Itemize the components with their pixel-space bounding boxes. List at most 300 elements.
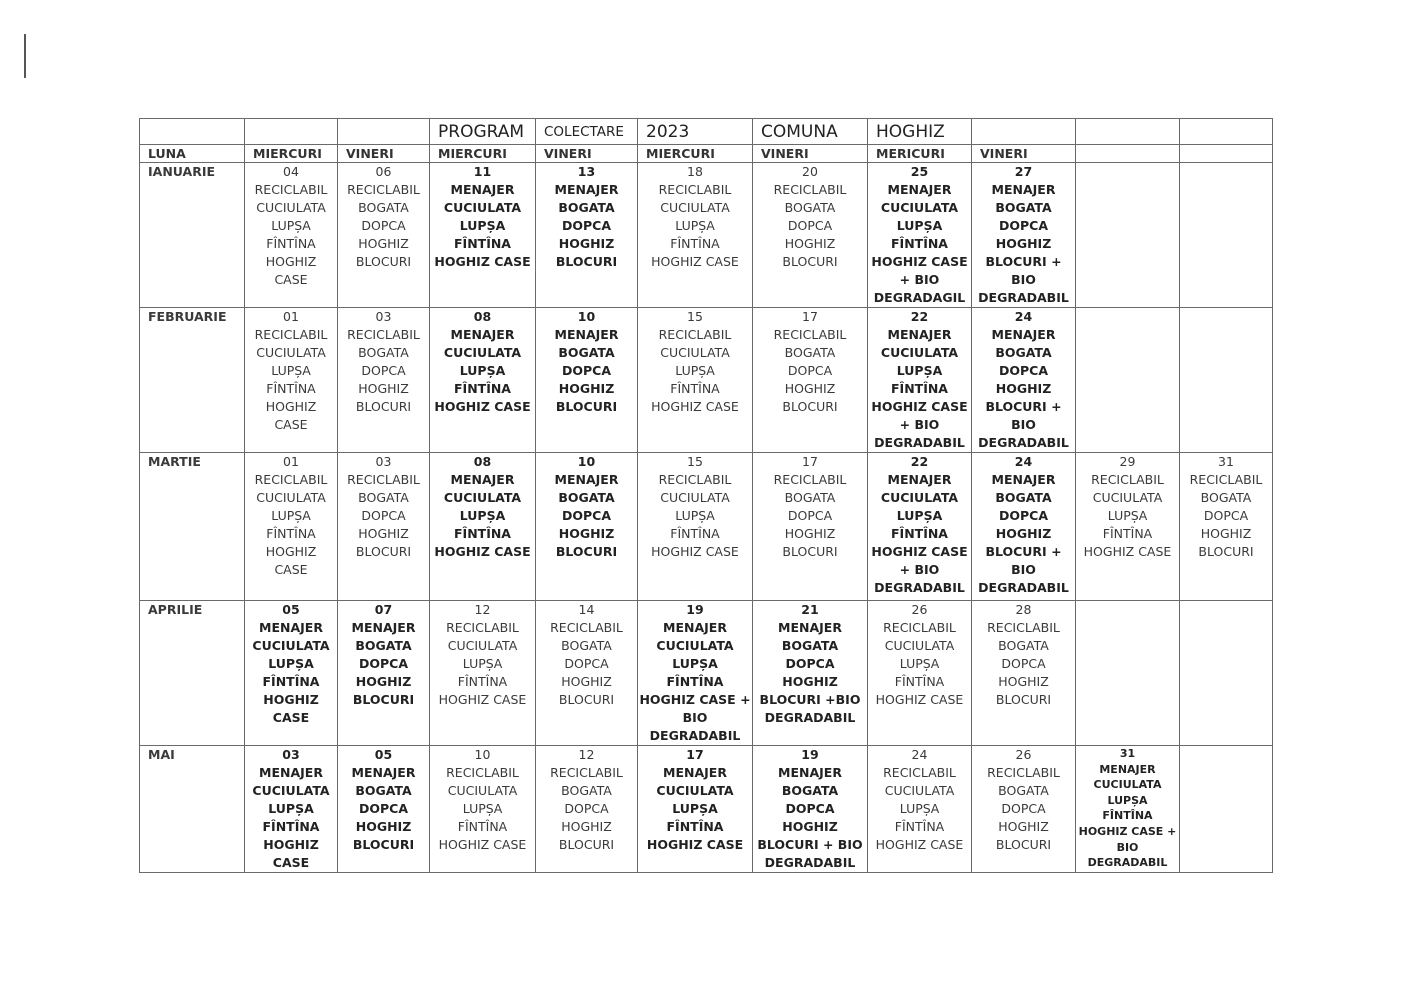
cell-date: 05 bbox=[282, 602, 300, 617]
cell-line: BOGATA bbox=[561, 638, 612, 653]
cell-line: CASE bbox=[272, 710, 310, 725]
cell-content bbox=[1076, 746, 1179, 871]
cell-line: RECICLABIL bbox=[773, 327, 847, 342]
cell-line: RECICLABIL bbox=[347, 182, 420, 197]
cell-date: 24 bbox=[1014, 454, 1033, 469]
cell-line: CASE bbox=[272, 855, 310, 870]
cell-line: BLOCURI bbox=[782, 544, 838, 559]
cell-line: HOGHIZ bbox=[355, 674, 412, 689]
header-day: VINERI bbox=[753, 145, 868, 163]
cell-date: 04 bbox=[283, 164, 299, 179]
cell-line: CUCIULATA bbox=[880, 490, 959, 505]
cell-line: BLOCURI bbox=[555, 544, 618, 559]
cell-line: LUPȘA bbox=[271, 363, 311, 378]
month-row bbox=[140, 601, 1273, 746]
cell-line: FÎNTÎNA bbox=[891, 236, 948, 251]
cell-line: HOGHIZ CASE bbox=[646, 837, 744, 852]
collection-cell bbox=[245, 601, 338, 746]
collection-cell bbox=[245, 453, 338, 601]
cell-line: CUCIULATA bbox=[660, 490, 730, 505]
collection-cell bbox=[868, 163, 972, 308]
empty-cell bbox=[1180, 601, 1273, 746]
cell-date: 07 bbox=[374, 602, 393, 617]
cell-content bbox=[753, 308, 867, 416]
cell-line: CUCIULATA bbox=[256, 200, 326, 215]
cell-line: LUPȘA bbox=[271, 218, 311, 233]
cell-line: DEGRADABIL bbox=[978, 580, 1069, 595]
cell-line: RECICLABIL bbox=[347, 327, 420, 342]
cell-line: BLOCURI + bbox=[985, 254, 1062, 269]
collection-cell bbox=[753, 453, 868, 601]
cell-line: RECICLABIL bbox=[550, 620, 623, 635]
cell-content bbox=[1180, 453, 1272, 561]
cell-line: CUCIULATA bbox=[656, 638, 734, 653]
title-cell-empty bbox=[338, 119, 430, 145]
cell-line: DEGRADABIL bbox=[978, 290, 1069, 305]
cell-line: HOGHIZ bbox=[358, 526, 409, 541]
cell-date: 15 bbox=[687, 454, 703, 469]
cell-line: HOGHIZ bbox=[998, 674, 1049, 689]
cell-line: DEGRADABIL bbox=[649, 728, 741, 743]
cell-content bbox=[430, 163, 535, 271]
cell-line: BOGATA bbox=[995, 345, 1052, 360]
cell-line: HOGHIZ bbox=[561, 819, 612, 834]
cell-line: BOGATA bbox=[781, 638, 839, 653]
collection-cell bbox=[868, 746, 972, 873]
cell-line: FÎNTÎNA bbox=[454, 526, 511, 541]
collection-cell bbox=[1076, 453, 1180, 601]
cell-content bbox=[536, 746, 637, 854]
cell-date: 01 bbox=[283, 309, 299, 324]
cell-line: RECICLABIL bbox=[773, 472, 847, 487]
cell-line: DOPCA bbox=[358, 801, 408, 816]
cell-line: FÎNTÎNA bbox=[457, 674, 508, 689]
cell-line: BIO bbox=[1011, 417, 1036, 432]
cell-line: BOGATA bbox=[995, 200, 1052, 215]
cell-line: LUPȘA bbox=[459, 363, 506, 378]
cell-date: 21 bbox=[801, 602, 819, 617]
cell-content bbox=[868, 453, 971, 597]
cell-line: RECICLABIL bbox=[883, 765, 956, 780]
cell-line: BOGATA bbox=[558, 490, 615, 505]
cell-line: LUPȘA bbox=[672, 656, 718, 671]
cell-line: HOGHIZ CASE bbox=[875, 692, 964, 707]
collection-cell bbox=[536, 453, 638, 601]
cell-line: BLOCURI +BIO bbox=[759, 692, 861, 707]
margin-mark bbox=[24, 34, 26, 78]
cell-line: DOPCA bbox=[358, 656, 408, 671]
cell-line: MENAJER bbox=[450, 327, 515, 342]
cell-content bbox=[753, 746, 867, 872]
cell-date: 22 bbox=[910, 309, 929, 324]
cell-line: LUPȘA bbox=[896, 218, 943, 233]
cell-line: CUCIULATA bbox=[447, 638, 518, 653]
cell-line: FÎNTÎNA bbox=[266, 526, 316, 541]
cell-line: HOGHIZ CASE bbox=[651, 399, 739, 414]
header-empty bbox=[1076, 145, 1180, 163]
cell-line: LUPȘA bbox=[459, 508, 506, 523]
cell-line: LUPȘA bbox=[462, 656, 503, 671]
month-row bbox=[140, 453, 1273, 601]
cell-line: FÎNTÎNA bbox=[266, 381, 316, 396]
cell-content bbox=[638, 163, 752, 271]
cell-line: RECICLABIL bbox=[658, 327, 732, 342]
collection-cell bbox=[638, 746, 753, 873]
cell-date: 12 bbox=[474, 602, 491, 617]
title-comuna: COMUNA bbox=[753, 119, 868, 145]
cell-line: CASE bbox=[274, 417, 308, 432]
cell-line: CUCIULATA bbox=[252, 783, 330, 798]
cell-line: MENAJER bbox=[887, 182, 952, 197]
cell-content bbox=[338, 746, 429, 854]
cell-line: CUCIULATA bbox=[443, 200, 522, 215]
cell-line: FÎNTÎNA bbox=[670, 526, 720, 541]
cell-line: RECICLABIL bbox=[347, 472, 420, 487]
cell-line: BIO bbox=[682, 710, 708, 725]
cell-line: CUCIULATA bbox=[443, 490, 522, 505]
cell-line: MENAJER bbox=[259, 765, 323, 780]
cell-line: FÎNTÎNA bbox=[891, 381, 948, 396]
cell-content bbox=[868, 746, 971, 854]
cell-content bbox=[245, 163, 337, 289]
cell-line: BOGATA bbox=[358, 200, 409, 215]
cell-line: RECICLABIL bbox=[658, 182, 732, 197]
cell-content bbox=[430, 746, 535, 854]
cell-date: 17 bbox=[802, 309, 818, 324]
cell-line: CUCIULATA bbox=[880, 200, 959, 215]
cell-date: 18 bbox=[687, 164, 703, 179]
cell-line: MENAJER bbox=[991, 182, 1056, 197]
cell-date: 24 bbox=[911, 747, 928, 762]
cell-content bbox=[245, 601, 337, 727]
collection-cell bbox=[536, 163, 638, 308]
cell-line: BLOCURI bbox=[555, 399, 618, 414]
cell-line: MENAJER bbox=[991, 327, 1056, 342]
cell-date: 05 bbox=[374, 747, 393, 762]
cell-line: DOPCA bbox=[561, 508, 611, 523]
cell-line: DOPCA bbox=[564, 801, 609, 816]
cell-content bbox=[245, 308, 337, 434]
cell-date: 17 bbox=[802, 454, 818, 469]
cell-line: HOGHIZ CASE bbox=[434, 399, 531, 414]
cell-content bbox=[638, 746, 752, 854]
cell-line: LUPȘA bbox=[675, 218, 715, 233]
cell-line: BLOCURI bbox=[355, 399, 412, 414]
cell-date: 01 bbox=[283, 454, 299, 469]
empty-cell bbox=[1076, 601, 1180, 746]
cell-line: CUCIULATA bbox=[256, 490, 326, 505]
month-row bbox=[140, 746, 1273, 873]
cell-line: MENAJER bbox=[778, 765, 842, 780]
cell-line: CUCIULATA bbox=[656, 783, 734, 798]
cell-date: 03 bbox=[282, 747, 300, 762]
empty-cell bbox=[1180, 163, 1273, 308]
cell-content bbox=[338, 163, 429, 271]
cell-line: MENAJER bbox=[351, 765, 416, 780]
title-colectare: COLECTARE bbox=[536, 119, 638, 145]
cell-line: CUCIULATA bbox=[1093, 778, 1162, 792]
month-row bbox=[140, 308, 1273, 453]
cell-line: DOPCA bbox=[785, 656, 835, 671]
cell-content bbox=[536, 163, 637, 271]
cell-content bbox=[868, 163, 971, 307]
collection-cell bbox=[753, 163, 868, 308]
collection-cell bbox=[972, 746, 1076, 873]
cell-line: CUCIULATA bbox=[256, 345, 326, 360]
title-row bbox=[140, 119, 1273, 145]
cell-line: FÎNTÎNA bbox=[894, 674, 945, 689]
collection-cell bbox=[868, 601, 972, 746]
cell-line: DOPCA bbox=[998, 218, 1048, 233]
cell-line: HOGHIZ bbox=[265, 254, 317, 269]
cell-date: 20 bbox=[802, 164, 818, 179]
header-day: MIERCURI bbox=[638, 145, 753, 163]
cell-line: BLOCURI bbox=[558, 692, 615, 707]
cell-line: + BIO bbox=[899, 272, 940, 287]
cell-line: HOGHIZ bbox=[998, 819, 1049, 834]
cell-line: BLOCURI bbox=[1198, 544, 1254, 559]
cell-date: 25 bbox=[910, 164, 929, 179]
cell-line: HOGHIZ bbox=[561, 674, 612, 689]
cell-line: RECICLABIL bbox=[1189, 472, 1263, 487]
cell-line: BLOCURI bbox=[355, 254, 412, 269]
collection-cell bbox=[868, 308, 972, 453]
empty-cell bbox=[1076, 308, 1180, 453]
collection-cell bbox=[245, 308, 338, 453]
cell-line: FÎNTÎNA bbox=[670, 381, 720, 396]
cell-line: LUPȘA bbox=[459, 218, 506, 233]
cell-content bbox=[536, 308, 637, 416]
cell-line: DEGRADABIL bbox=[874, 435, 965, 450]
cell-line: MENAJER bbox=[450, 182, 515, 197]
cell-line: RECICLABIL bbox=[1091, 472, 1164, 487]
month-name: IANUARIE bbox=[140, 163, 245, 308]
cell-line: HOGHIZ CASE + bbox=[1078, 824, 1177, 838]
cell-line: HOGHIZ bbox=[265, 544, 317, 559]
header-row bbox=[140, 145, 1273, 163]
cell-line: BLOCURI bbox=[558, 837, 615, 852]
cell-line: HOGHIZ bbox=[265, 399, 317, 414]
cell-line: FÎNTÎNA bbox=[670, 236, 720, 251]
cell-line: CASE bbox=[274, 272, 308, 287]
collection-cell bbox=[536, 746, 638, 873]
cell-line: BOGATA bbox=[998, 783, 1049, 798]
cell-line: DOPCA bbox=[361, 218, 406, 233]
cell-line: RECICLABIL bbox=[550, 765, 623, 780]
title-cell-empty bbox=[972, 119, 1076, 145]
collection-cell bbox=[430, 746, 536, 873]
cell-date: 27 bbox=[1014, 164, 1033, 179]
cell-line: CUCIULATA bbox=[660, 200, 730, 215]
cell-line: RECICLABIL bbox=[987, 620, 1060, 635]
collection-cell bbox=[338, 163, 430, 308]
cell-line: + BIO bbox=[899, 562, 940, 577]
cell-line: BOGATA bbox=[561, 783, 612, 798]
title-program: PROGRAM bbox=[430, 119, 536, 145]
collection-cell bbox=[338, 746, 430, 873]
cell-date: 31 bbox=[1218, 454, 1234, 469]
cell-date: 14 bbox=[578, 602, 595, 617]
cell-line: HOGHIZ CASE bbox=[434, 254, 531, 269]
cell-content bbox=[972, 601, 1075, 709]
cell-line: BLOCURI bbox=[352, 692, 415, 707]
cell-line: HOGHIZ bbox=[263, 692, 319, 707]
cell-line: DOPCA bbox=[1001, 801, 1046, 816]
cell-line: HOGHIZ bbox=[358, 381, 409, 396]
cell-content bbox=[753, 453, 867, 561]
collection-cell bbox=[245, 163, 338, 308]
collection-cell bbox=[1180, 453, 1273, 601]
collection-cell bbox=[753, 601, 868, 746]
title-cell-empty bbox=[1180, 119, 1273, 145]
cell-line: BOGATA bbox=[358, 490, 409, 505]
collection-cell bbox=[638, 601, 753, 746]
title-hoghiz: HOGHIZ bbox=[868, 119, 972, 145]
cell-date: 10 bbox=[577, 454, 596, 469]
month-name: APRILIE bbox=[140, 601, 245, 746]
cell-line: DOPCA bbox=[361, 508, 406, 523]
cell-line: BOGATA bbox=[355, 638, 412, 653]
cell-line: BOGATA bbox=[558, 200, 615, 215]
cell-date: 22 bbox=[910, 454, 929, 469]
cell-content bbox=[753, 163, 867, 271]
cell-date: 10 bbox=[474, 747, 491, 762]
cell-content bbox=[638, 308, 752, 416]
collection-cell bbox=[972, 308, 1076, 453]
cell-line: FÎNTÎNA bbox=[666, 819, 724, 834]
cell-line: HOGHIZ bbox=[995, 236, 1052, 251]
cell-line: DEGRADABIL bbox=[764, 710, 856, 725]
title-cell-empty bbox=[1076, 119, 1180, 145]
cell-line: CUCIULATA bbox=[884, 783, 955, 798]
cell-date: 28 bbox=[1015, 602, 1032, 617]
cell-content bbox=[430, 601, 535, 709]
cell-line: HOGHIZ CASE bbox=[871, 399, 968, 414]
cell-line: RECICLABIL bbox=[773, 182, 847, 197]
cell-line: BLOCURI bbox=[782, 399, 838, 414]
cell-line: HOGHIZ bbox=[1200, 526, 1252, 541]
cell-line: LUPȘA bbox=[896, 363, 943, 378]
cell-date: 17 bbox=[686, 747, 704, 762]
cell-line: DEGRADABIL bbox=[874, 580, 965, 595]
header-luna: LUNA bbox=[140, 145, 245, 163]
cell-line: CUCIULATA bbox=[443, 345, 522, 360]
cell-line: RECICLABIL bbox=[254, 182, 328, 197]
cell-content bbox=[972, 746, 1075, 854]
cell-line: LUPȘA bbox=[1107, 793, 1148, 807]
cell-line: CUCIULATA bbox=[884, 638, 955, 653]
cell-line: LUPȘA bbox=[268, 801, 314, 816]
cell-line: CUCIULATA bbox=[252, 638, 330, 653]
cell-date: 19 bbox=[801, 747, 819, 762]
cell-content bbox=[972, 308, 1075, 452]
cell-line: BLOCURI bbox=[355, 544, 412, 559]
cell-line: MENAJER bbox=[554, 472, 619, 487]
cell-line: BOGATA bbox=[995, 490, 1052, 505]
cell-line: DOPCA bbox=[787, 508, 833, 523]
collection-cell bbox=[338, 601, 430, 746]
cell-line: RECICLABIL bbox=[987, 765, 1060, 780]
cell-line: CASE bbox=[274, 562, 308, 577]
cell-line: BOGATA bbox=[781, 783, 839, 798]
cell-date: 31 bbox=[1119, 747, 1136, 760]
cell-line: FÎNTÎNA bbox=[266, 236, 316, 251]
cell-line: LUPȘA bbox=[896, 508, 943, 523]
collection-cell bbox=[430, 308, 536, 453]
cell-line: FÎNTÎNA bbox=[1102, 809, 1153, 823]
cell-date: 10 bbox=[577, 309, 596, 324]
cell-date: 08 bbox=[473, 309, 492, 324]
cell-date: 15 bbox=[687, 309, 703, 324]
month-name: FEBRUARIE bbox=[140, 308, 245, 453]
collection-cell bbox=[338, 308, 430, 453]
cell-content bbox=[868, 308, 971, 452]
header-day: VINERI bbox=[536, 145, 638, 163]
cell-line: RECICLABIL bbox=[446, 765, 519, 780]
cell-line: FÎNTÎNA bbox=[454, 381, 511, 396]
collection-cell bbox=[753, 746, 868, 873]
month-row bbox=[140, 163, 1273, 308]
cell-line: FÎNTÎNA bbox=[262, 674, 320, 689]
collection-cell bbox=[638, 163, 753, 308]
cell-line: DEGRADABIL bbox=[978, 435, 1069, 450]
cell-line: BLOCURI bbox=[782, 254, 838, 269]
cell-line: LUPȘA bbox=[268, 656, 314, 671]
cell-line: HOGHIZ CASE bbox=[434, 544, 531, 559]
cell-line: HOGHIZ bbox=[995, 526, 1052, 541]
header-day: MERICURI bbox=[868, 145, 972, 163]
cell-line: RECICLABIL bbox=[446, 620, 519, 635]
cell-date: 26 bbox=[1015, 747, 1032, 762]
cell-line: BLOCURI bbox=[995, 837, 1052, 852]
cell-line: BOGATA bbox=[358, 345, 409, 360]
cell-date: 19 bbox=[686, 602, 704, 617]
cell-content bbox=[338, 601, 429, 709]
cell-date: 26 bbox=[911, 602, 928, 617]
cell-line: BLOCURI + BIO bbox=[757, 837, 863, 852]
collection-cell bbox=[430, 163, 536, 308]
cell-line: BIO bbox=[1011, 272, 1036, 287]
cell-line: DEGRADAGIL bbox=[873, 290, 966, 305]
cell-line: HOGHIZ bbox=[995, 381, 1052, 396]
cell-line: LUPȘA bbox=[462, 801, 503, 816]
empty-cell bbox=[1180, 308, 1273, 453]
cell-line: FÎNTÎNA bbox=[262, 819, 320, 834]
cell-line: HOGHIZ bbox=[782, 674, 838, 689]
cell-date: 29 bbox=[1119, 454, 1136, 469]
cell-content bbox=[972, 163, 1075, 307]
cell-line: DOPCA bbox=[998, 363, 1048, 378]
cell-line: LUPȘA bbox=[899, 801, 940, 816]
cell-line: HOGHIZ CASE bbox=[871, 254, 968, 269]
cell-line: HOGHIZ CASE bbox=[871, 544, 968, 559]
cell-line: MENAJER bbox=[887, 472, 952, 487]
cell-line: MENAJER bbox=[450, 472, 515, 487]
cell-line: LUPȘA bbox=[675, 508, 715, 523]
cell-content bbox=[536, 453, 637, 561]
cell-content bbox=[338, 308, 429, 416]
cell-line: RECICLABIL bbox=[658, 472, 732, 487]
cell-content bbox=[245, 746, 337, 872]
cell-line: HOGHIZ bbox=[782, 819, 838, 834]
cell-line: LUPȘA bbox=[672, 801, 718, 816]
cell-line: BLOCURI + bbox=[985, 544, 1062, 559]
cell-date: 13 bbox=[577, 164, 596, 179]
cell-line: DEGRADABIL bbox=[1087, 856, 1168, 870]
cell-line: MENAJER bbox=[259, 620, 323, 635]
header-day: MIERCURI bbox=[245, 145, 338, 163]
cell-line: CUCIULATA bbox=[660, 345, 730, 360]
